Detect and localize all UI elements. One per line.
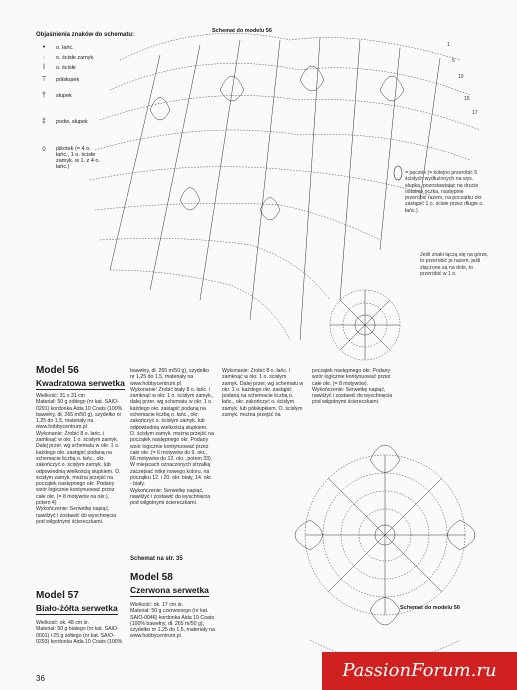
model-58-subtitle: Czerwona serwetka bbox=[130, 585, 209, 595]
bottom-schematic-diagram bbox=[295, 445, 475, 660]
legend-label: o. ścisłe zamyk. bbox=[56, 54, 95, 61]
peczek-symbol bbox=[394, 166, 402, 180]
row-number: 17 bbox=[472, 110, 478, 116]
peczek-note: = pęczek (= kolejno przerobić 5 ścisłych wydłużonych na wys. słupka, pozostawiając na drucie ostatnie oczka, następnie przerobić razem, na początku okr. zastąpić 1 o. ścisłe przez długie o. łańc.) bbox=[405, 170, 484, 214]
model-56-text: Wielkość: 31 x 31 cm Materiał: 50 g żółtego (nr kat. SAIO-0291) kordonka Aida 10 Coats (100% bawełny, dł. 265 m/50 g), szydełko nr 1,25 do 1,5, materiały na www.hobbycentrum.pl Wykonanie: Zrobić 8 o. łańc. i zamknąć w okr. 1 o. ścisłym zamyk. Dalej przer. wg schematu w okr. 1 o. każdego okr. zastąpić podaną na schemacie liczbą o. łańc., okr. zakończyć o. ścisłym zamyk. lub odpowiednią wielkością słupkiem. O. ścisłym zamyk. można przejść na początek następnego okr. Podany wzór logicznie kontynuować przez całe okr. (= 8 motywów na okr.), potem 4) Wykończenie: Serwetkę napiąć, nawilżyć i zostawić do wyschnięcia pod wilgotnymi ściereczkami. bbox=[36, 393, 123, 525]
picot-icon: ◊ bbox=[42, 146, 46, 153]
legend-title: Objaśnienia znaków do schematu: bbox=[36, 32, 135, 38]
model-57-title: Model 57 bbox=[36, 590, 79, 601]
legend-label: półsłupek bbox=[56, 76, 80, 83]
model-58-text: Wielkość: ok. 17 cm śr. Materiał: 50 g czerwonego (nr kat. SAIO-0046) kordonka Aida 10 Coats (100% bawełny, dł. 265 m/50 g), szydełko nr 1,25 do 1,5, materiały na www.hobbycentrum.pl bbox=[130, 602, 215, 640]
schematic-title: Schemat do modelu 56 bbox=[212, 28, 272, 34]
legend-label: pikotek (= 4 o. łańc., 1 o. ścisłe zamyk. w 1. z 4 o. łańc.) bbox=[56, 146, 101, 170]
row-number: 15 bbox=[464, 96, 470, 102]
model-58-title: Model 58 bbox=[130, 572, 173, 583]
schematic-page-ref: Schemat na str. 35 bbox=[130, 556, 183, 562]
row-number: 5 bbox=[452, 58, 455, 64]
page-number: 36 bbox=[36, 674, 45, 683]
model-57-subtitle: Biało-żółta serwetka bbox=[36, 603, 118, 613]
legend-item bbox=[38, 76, 79, 83]
legend-item bbox=[38, 92, 72, 99]
model-58-finishing-text: początek następnego okr. Podany wzór logicznie kontynuować przez całe okr. (= 8 motywów). Wykończenie: Serwetkę napiąć, nawilżyć i zostawić do wyschnięcia pod wilgotnymi ściereczkami. bbox=[312, 368, 393, 406]
legend-item bbox=[38, 64, 76, 71]
model-57-text: Wielkość: ok. 48 cm śr. Materiał: 50 g białego (nr kat. SAIO-0001) i 25 g żółtego (nr kat. SAIO-0293) kordonka Aida 10 Coats (100% bbox=[36, 620, 123, 645]
single-crochet-icon: ǀ bbox=[43, 64, 45, 71]
legend-item bbox=[38, 146, 100, 170]
legend-label: słupek bbox=[56, 92, 72, 99]
legend-label: o. ścisłe bbox=[56, 64, 76, 71]
row-number: 1 bbox=[447, 42, 450, 48]
model-58-instructions-text: Wykonanie: Zrobić 8 o. łańc. i zamknąć w okr. 1 o. ścisłym zamyk. Dalej przer. wg schematu w okr. 1 o. każdego okr. zastąpić podaną na schemacie liczbą o. łańc., okr. zakończyć o. ścisłym zamyk. lub półsłupkiem. O. ścisłym zamyk. można przejść na bbox=[222, 368, 304, 419]
legend-item bbox=[38, 44, 74, 51]
slip-stitch-icon: · bbox=[42, 54, 46, 61]
legend-item bbox=[38, 118, 88, 125]
watermark-banner: PassionForum.ru bbox=[322, 652, 517, 690]
legend-label: podw. słupek bbox=[56, 118, 88, 125]
legend-label: o. łańc. bbox=[56, 44, 74, 51]
treble-crochet-icon: ‡ bbox=[42, 118, 46, 125]
chain-stitch-icon: • bbox=[42, 44, 46, 51]
model-57-continued-text: bawełny, dł. 265 m/50 g), szydełko nr 1,25 do 1,5, materiały na www.hobbycentrum.pl Wykonanie: Zrobić biały 8 o. łańc. i zamknąć w okr. 1 o. ścisłym zamyk., dalej przer. wg schematu w okr. 1 o. każdego okr. zastąpić podaną na schemacie liczbą o. łańc., okr. zakończyć o. ścisłym zamyk. lub odpowiednią wielkością słupkiem. O. ścisłym zamyk. można przejść na początek następnego okr. Podany wzór logicznie kontynuować przez całe okr. (= 6 motywów do 9. okr., 66 motywów do 12. okr., potem 33). W miejscach oznaczonych strzałką zaczepiać nitkę nowego koloru, na początku 12. i 20. okr. biały, 14. okr. - biały. Wykończenie: Serwetkę napiąć, nawilżyć i zostawić do wyschnięcia pod wilgotnymi ściereczkami. bbox=[130, 368, 214, 507]
half-double-crochet-icon: ⊤ bbox=[40, 76, 48, 83]
legend-item bbox=[38, 54, 95, 61]
model-56-title: Model 56 bbox=[36, 365, 79, 376]
bottom-schematic-title: Schemat do modelu 56 bbox=[400, 605, 460, 611]
double-crochet-icon: † bbox=[42, 92, 46, 99]
symbol-join-note: Jeśli znaki łączą się na górze, to przerobić je razem, jeśli złączone są na dole, to przerobić w 1 o. bbox=[420, 252, 489, 277]
row-number: 10 bbox=[458, 74, 464, 80]
model-56-subtitle: Kwadratowa serwetka bbox=[36, 378, 125, 388]
